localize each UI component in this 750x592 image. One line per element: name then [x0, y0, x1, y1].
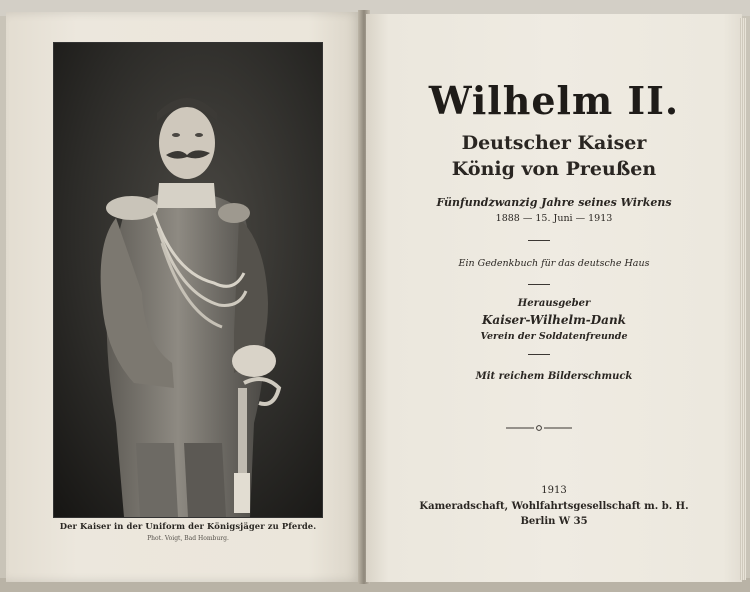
photo-caption: Der Kaiser in der Uniform der Königsjäger zu Pferde. [59, 521, 317, 531]
publisher-name: Kaiser-Wilhelm-Dank [482, 313, 626, 327]
portrait-illustration [54, 43, 322, 517]
anniversary-line: Fünfundzwanzig Jahre seines Wirkens [436, 196, 672, 209]
ornament-divider [506, 424, 572, 432]
subtitle-emperor: Deutscher Kaiser [461, 132, 647, 154]
divider-rule [528, 240, 550, 241]
imprint-city: Berlin W 35 [520, 516, 588, 527]
publisher-label: Herausgeber [517, 298, 591, 309]
divider-rule [528, 354, 550, 355]
illustrations-note: Mit reichem Bilderschmuck [475, 371, 633, 382]
imprint-year: 1913 [541, 485, 567, 496]
portrait-photograph [53, 42, 323, 518]
subtitle-king: König von Preußen [451, 158, 657, 180]
imprint-publisher: Kameradschaft, Wohlfahrtsgesellschaft m. b. H. [419, 501, 689, 512]
divider-rule [528, 284, 550, 285]
date-line: 1888 — 15. Juni — 1913 [495, 213, 613, 224]
publisher-subtitle: Verein der Soldatenfreunde [480, 331, 628, 342]
book-title: Wilhelm II. [428, 78, 680, 123]
photo-credit: Phot. Voigt, Bad Homburg. [147, 535, 229, 542]
memorial-line: Ein Gedenkbuch für das deutsche Haus [458, 258, 650, 269]
